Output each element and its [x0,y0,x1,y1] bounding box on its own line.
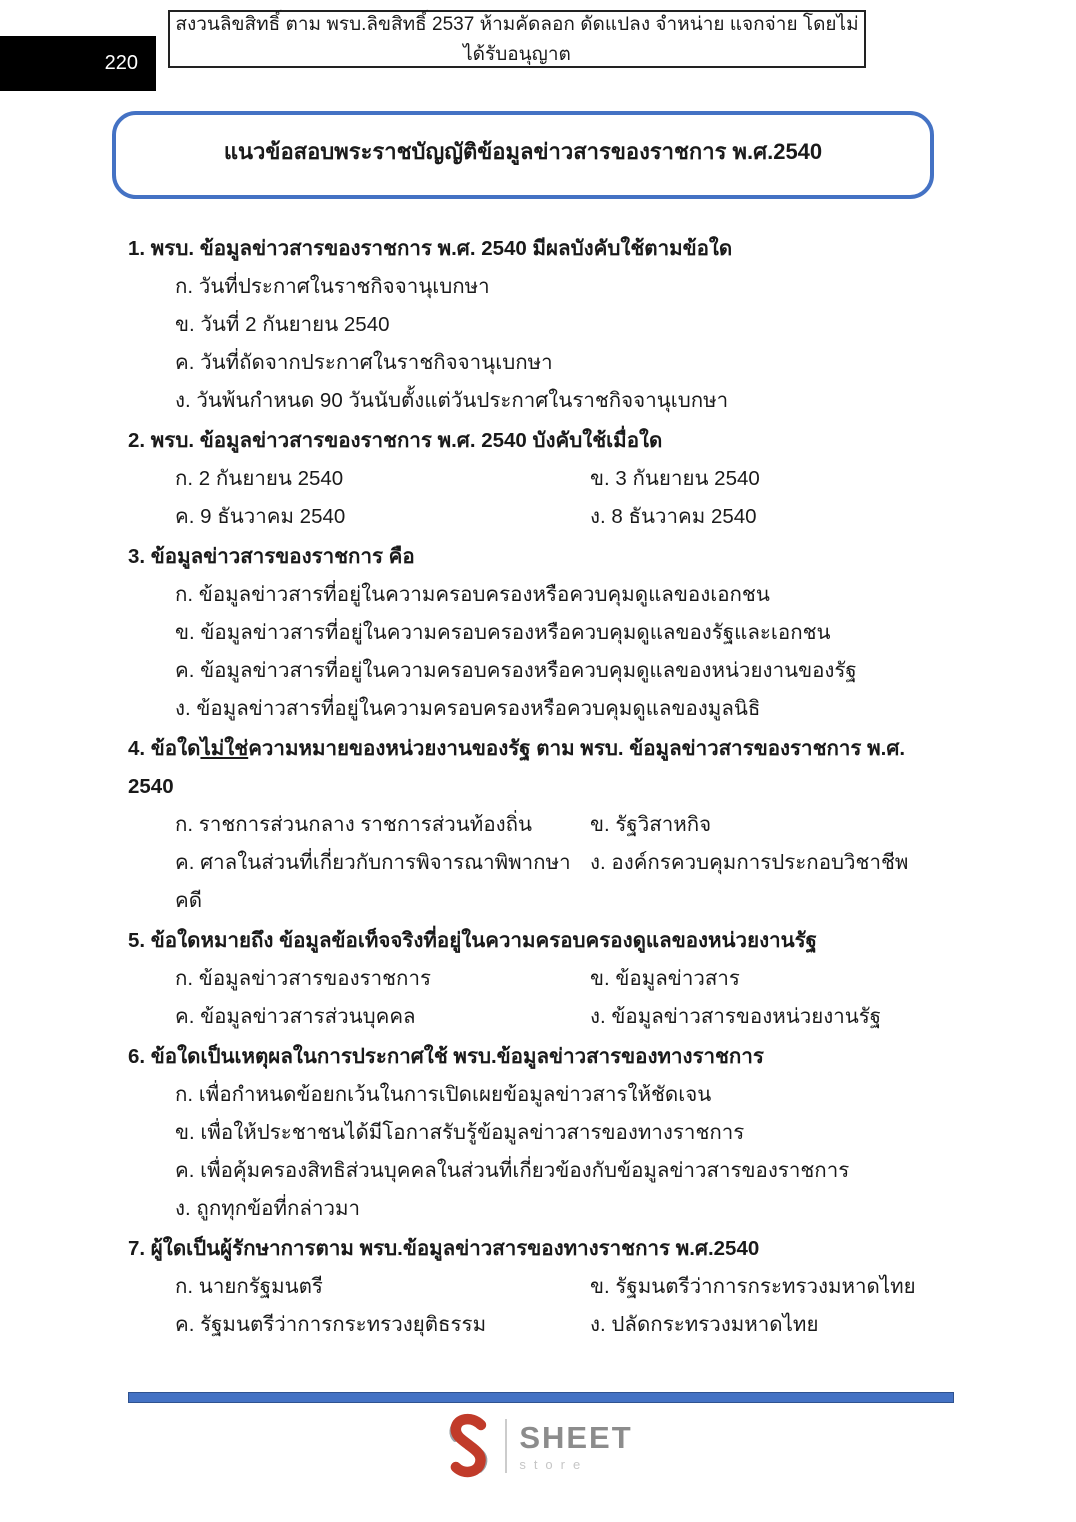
page-number: 220 [104,52,138,74]
sheet-store-s-icon [443,1412,493,1480]
answer-option: ค. ศาลในส่วนที่เกี่ยวกับการพิจารณาพิพากษาคดี [175,851,571,912]
question-title [128,422,952,460]
answer-option: ค. ข้อมูลข่าวสารที่อยู่ในความครอบครองหรือควบคุมดูแลของหน่วยงานของรัฐ [175,659,857,682]
answer-option: ค. รัฐมนตรีว่าการกระทรวงยุติธรรม [175,1313,487,1336]
exam-title-box [112,111,934,199]
answer-option: ข. เพื่อให้ประชาชนได้มีโอกาสรับรู้ข้อมูลข่าวสารของทางราชการ [175,1121,745,1144]
answer-option: ข. รัฐวิสาหกิจ [590,813,712,836]
brand-subtitle: store [519,1456,589,1472]
answer-option: ง. 8 ธันวาคม 2540 [590,505,757,528]
option-list [128,460,952,536]
answer-option: ค. 9 ธันวาคม 2540 [175,505,346,528]
question-title [128,538,952,576]
question-title-prefix: 5. ข้อใดหมายถึง ข้อมูลข้อเท็จจริงที่อยู่ในความครอบครองดูแลของหน่วยงานรัฐ [128,929,817,952]
question-title [128,730,952,806]
answer-option: ค. วันที่ถัดจากประกาศในราชกิจจานุเบกษา [175,351,553,374]
answer-option: ข. 3 กันยายน 2540 [590,467,760,490]
brand-name: SHEET [519,1419,633,1455]
answer-option: ง. ปลัดกระทรวงมหาดไทย [590,1313,819,1336]
question-list [128,230,952,1346]
question-block [128,730,952,920]
answer-option: ข. รัฐมนตรีว่าการกระทรวงมหาดไทย [590,1275,916,1298]
copyright-notice-box [168,10,866,68]
option-list [128,960,952,1036]
logo-divider [505,1419,507,1473]
question-block [128,1038,952,1228]
question-title [128,1038,952,1076]
answer-option: ง. ข้อมูลข่าวสารที่อยู่ในความครอบครองหรือควบคุมดูแลของมูลนิธิ [175,697,761,720]
answer-option: ค. เพื่อคุ้มครองสิทธิส่วนบุคคลในส่วนที่เกี่ยวข้องกับข้อมูลข่าวสารของราชการ [175,1159,850,1182]
answer-option: ก. เพื่อกำหนดข้อยกเว้นในการเปิดเผยข้อมูลข่าวสารให้ชัดเจน [175,1083,712,1106]
answer-option: ง. ถูกทุกข้อที่กล่าวมา [175,1197,361,1220]
answer-option: ง. ข้อมูลข่าวสารของหน่วยงานรัฐ [590,1005,882,1028]
question-title-prefix: 2. พรบ. ข้อมูลข่าวสารของราชการ พ.ศ. 2540 บังคับใช้เมื่อใด [128,429,663,452]
footer-logo [0,1412,1076,1480]
page-number-box [0,36,156,91]
question-title [128,922,952,960]
option-list [128,576,952,728]
footer-divider-bar [128,1392,954,1403]
question-block [128,538,952,728]
answer-option: ข. ข้อมูลข่าวสารที่อยู่ในความครอบครองหรือควบคุมดูแลของรัฐและเอกชน [175,621,831,644]
copyright-text: สงวนลิขสิทธิ์ ตาม พรบ.ลิขสิทธิ์ 2537 ห้ามคัดลอก ดัดแปลง จำหน่าย แจกจ่าย โดยไม่ได้รับอนุญาต [175,14,859,65]
option-list [128,1268,952,1344]
answer-option: ก. ข้อมูลข่าวสารที่อยู่ในความครอบครองหรือควบคุมดูแลของเอกชน [175,583,770,606]
question-title-underlined: ไม่ใช่ [200,737,249,760]
question-title [128,230,952,268]
logo-text [519,1419,633,1472]
question-block [128,922,952,1036]
answer-option: ข. วันที่ 2 กันยายน 2540 [175,313,390,336]
answer-option: ก. นายกรัฐมนตรี [175,1275,323,1298]
question-block [128,230,952,420]
answer-option: ค. ข้อมูลข่าวสารส่วนบุคคล [175,1005,416,1028]
question-title-suffix: ความหมายของหน่วยงานของรัฐ ตาม พรบ. ข้อมูลข่าวสารของราชการ พ.ศ. 2540 [128,737,906,798]
answer-option: ง. องค์กรควบคุมการประกอบวิชาชีพ [590,851,909,874]
option-list [128,1076,952,1228]
answer-option: ก. วันที่ประกาศในราชกิจจานุเบกษา [175,275,490,298]
option-list [128,268,952,420]
question-title [128,1230,952,1268]
question-block [128,422,952,536]
question-title-prefix: 1. พรบ. ข้อมูลข่าวสารของราชการ พ.ศ. 2540 มีผลบังคับใช้ตามข้อใด [128,237,733,260]
answer-option: ก. ข้อมูลข่าวสารของราชการ [175,967,431,990]
question-title-prefix: 4. ข้อใด [128,737,201,760]
option-list [128,806,952,920]
answer-option: ก. 2 กันยายน 2540 [175,467,344,490]
answer-option: ง. วันพ้นกำหนด 90 วันนับตั้งแต่วันประกาศในราชกิจจานุเบกษา [175,389,729,412]
question-block [128,1230,952,1344]
question-title-prefix: 6. ข้อใดเป็นเหตุผลในการประกาศใช้ พรบ.ข้อมูลข่าวสารของทางราชการ [128,1045,764,1068]
question-title-prefix: 7. ผู้ใดเป็นผู้รักษาการตาม พรบ.ข้อมูลข่าวสารของทางราชการ พ.ศ.2540 [128,1237,760,1260]
exam-title: แนวข้อสอบพระราชบัญญัติข้อมูลข่าวสารของราชการ พ.ศ.2540 [223,138,823,164]
answer-option: ข. ข้อมูลข่าวสาร [590,967,740,990]
question-title-prefix: 3. ข้อมูลข่าวสารของราชการ คือ [128,545,415,568]
answer-option: ก. ราชการส่วนกลาง ราชการส่วนท้องถิ่น [175,813,533,836]
